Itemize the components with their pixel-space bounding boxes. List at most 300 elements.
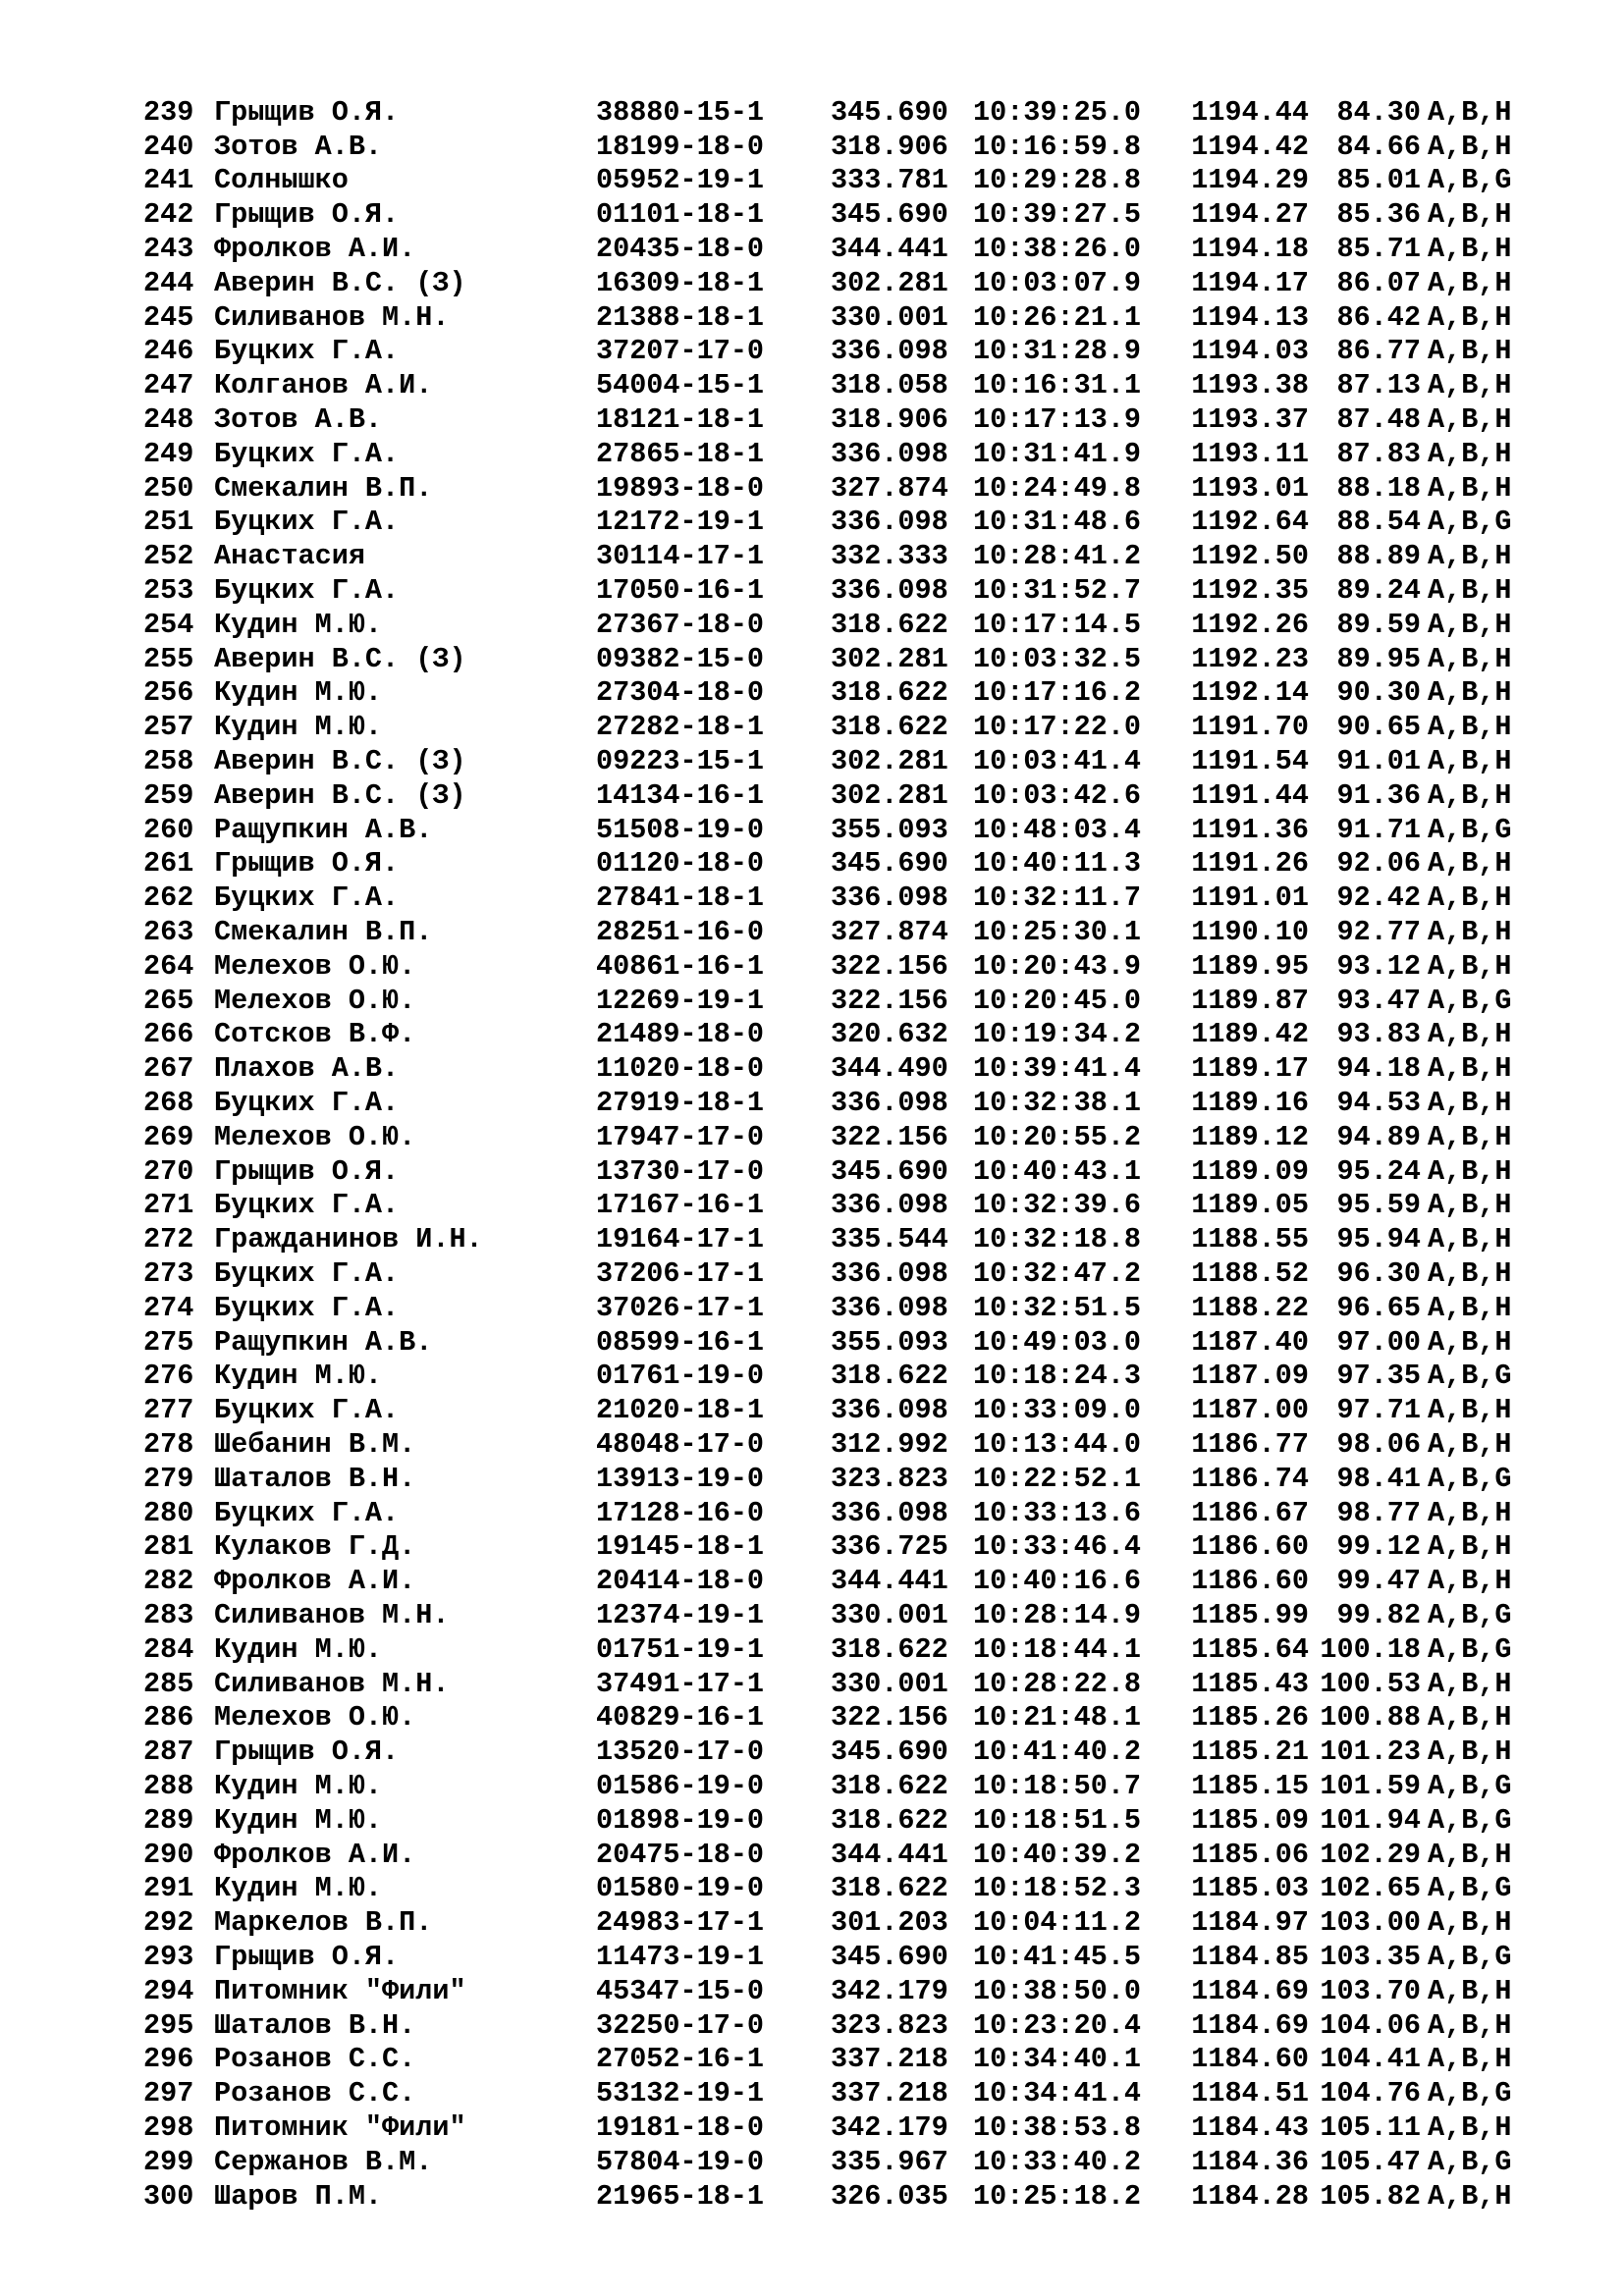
owner-name: Силиванов М.Н. — [214, 300, 450, 334]
speed: 1192.50 — [1191, 540, 1309, 573]
table-row — [143, 949, 1575, 984]
arrival-time: 10:22:52.1 — [973, 1462, 1142, 1495]
speed: 1188.22 — [1191, 1291, 1309, 1324]
ring-number: 19181-18-0 — [596, 2110, 765, 2144]
place-number: 286 — [143, 1701, 194, 1735]
speed: 1194.18 — [1191, 233, 1309, 266]
ring-number: 27841-18-1 — [596, 881, 765, 915]
table-row — [143, 881, 1575, 915]
place-number: 279 — [143, 1462, 194, 1495]
arrival-time: 10:26:21.1 — [973, 300, 1142, 334]
place-number: 300 — [143, 2179, 194, 2213]
marks: A,B,H — [1428, 1427, 1512, 1461]
owner-name: Буцких Г.А. — [214, 1256, 400, 1290]
arrival-time: 10:33:09.0 — [973, 1394, 1142, 1427]
speed: 1185.43 — [1191, 1667, 1309, 1700]
owner-name: Кудин М.Ю. — [214, 1360, 383, 1393]
place-number: 249 — [143, 437, 194, 470]
place-number: 269 — [143, 1120, 194, 1153]
distance: 318.622 — [831, 608, 948, 641]
arrival-time: 10:32:51.5 — [973, 1291, 1142, 1324]
speed: 1193.37 — [1191, 403, 1309, 437]
arrival-time: 10:32:47.2 — [973, 1256, 1142, 1290]
distance: 342.179 — [831, 1974, 948, 2007]
coefficient: 96.30 — [1336, 1256, 1421, 1290]
table-row — [143, 1154, 1575, 1189]
coefficient: 88.54 — [1336, 506, 1421, 539]
arrival-time: 10:18:52.3 — [973, 1872, 1142, 1905]
marks: A,B,H — [1428, 2008, 1512, 2042]
place-number: 295 — [143, 2008, 194, 2042]
marks: A,B,H — [1428, 540, 1512, 573]
speed: 1187.00 — [1191, 1394, 1309, 1427]
arrival-time: 10:18:51.5 — [973, 1803, 1142, 1837]
arrival-time: 10:32:39.6 — [973, 1189, 1142, 1222]
distance: 336.098 — [831, 574, 948, 608]
speed: 1184.97 — [1191, 1906, 1309, 1940]
distance: 332.333 — [831, 540, 948, 573]
coefficient: 93.47 — [1336, 984, 1421, 1017]
distance: 322.156 — [831, 1120, 948, 1153]
marks: A,B,H — [1428, 266, 1512, 299]
place-number: 283 — [143, 1598, 194, 1631]
coefficient: 94.18 — [1336, 1052, 1421, 1086]
marks: A,B,H — [1428, 233, 1512, 266]
distance: 336.098 — [831, 506, 948, 539]
speed: 1194.44 — [1191, 95, 1309, 129]
place-number: 270 — [143, 1154, 194, 1188]
ring-number: 19145-18-1 — [596, 1530, 765, 1564]
table-row — [143, 1598, 1575, 1632]
owner-name: Мелехов О.Ю. — [214, 984, 416, 1017]
distance: 302.281 — [831, 266, 948, 299]
ring-number: 16309-18-1 — [596, 266, 765, 299]
owner-name: Буцких Г.А. — [214, 437, 400, 470]
distance: 336.098 — [831, 1256, 948, 1290]
place-number: 280 — [143, 1496, 194, 1529]
place-number: 246 — [143, 335, 194, 368]
ring-number: 01761-19-0 — [596, 1360, 765, 1393]
owner-name: Буцких Г.А. — [214, 335, 400, 368]
marks: A,B,H — [1428, 369, 1512, 402]
marks: A,B,H — [1428, 1838, 1512, 1871]
arrival-time: 10:34:40.1 — [973, 2043, 1142, 2076]
ring-number: 17167-16-1 — [596, 1189, 765, 1222]
place-number: 288 — [143, 1769, 194, 1802]
distance: 345.690 — [831, 95, 948, 129]
distance: 336.098 — [831, 1496, 948, 1529]
arrival-time: 10:21:48.1 — [973, 1701, 1142, 1735]
coefficient: 88.89 — [1336, 540, 1421, 573]
marks: A,B,H — [1428, 711, 1512, 744]
table-row — [143, 1564, 1575, 1598]
ring-number: 37207-17-0 — [596, 335, 765, 368]
distance: 337.218 — [831, 2077, 948, 2110]
marks: A,B,H — [1428, 437, 1512, 470]
marks: A,B,G — [1428, 1940, 1512, 1973]
place-number: 293 — [143, 1940, 194, 1973]
arrival-time: 10:32:11.7 — [973, 881, 1142, 915]
ring-number: 17947-17-0 — [596, 1120, 765, 1153]
ring-number: 08599-16-1 — [596, 1325, 765, 1359]
distance: 345.690 — [831, 847, 948, 881]
coefficient: 90.65 — [1336, 711, 1421, 744]
owner-name: Буцких Г.А. — [214, 1087, 400, 1119]
coefficient: 99.82 — [1336, 1598, 1421, 1631]
marks: A,B,H — [1428, 1906, 1512, 1940]
place-number: 284 — [143, 1632, 194, 1666]
marks: A,B,G — [1428, 164, 1512, 197]
arrival-time: 10:25:18.2 — [973, 2179, 1142, 2213]
ring-number: 32250-17-0 — [596, 2008, 765, 2042]
arrival-time: 10:40:39.2 — [973, 1838, 1142, 1871]
place-number: 273 — [143, 1256, 194, 1290]
table-row — [143, 300, 1575, 335]
table-row — [143, 1291, 1575, 1325]
arrival-time: 10:03:41.4 — [973, 745, 1142, 778]
table-row — [143, 1256, 1575, 1291]
marks: A,B,H — [1428, 471, 1512, 505]
ring-number: 27282-18-1 — [596, 711, 765, 744]
place-number: 275 — [143, 1325, 194, 1359]
arrival-time: 10:39:25.0 — [973, 95, 1142, 129]
arrival-time: 10:40:11.3 — [973, 847, 1142, 881]
place-number: 244 — [143, 266, 194, 299]
marks: A,B,H — [1428, 1735, 1512, 1769]
distance: 302.281 — [831, 642, 948, 675]
coefficient: 101.94 — [1320, 1803, 1421, 1837]
ring-number: 05952-19-1 — [596, 164, 765, 197]
marks: A,B,H — [1428, 2043, 1512, 2076]
table-row — [143, 915, 1575, 949]
ring-number: 01586-19-0 — [596, 1769, 765, 1802]
ring-number: 20475-18-0 — [596, 1838, 765, 1871]
place-number: 241 — [143, 164, 194, 197]
arrival-time: 10:03:32.5 — [973, 642, 1142, 675]
coefficient: 92.42 — [1336, 881, 1421, 915]
coefficient: 86.42 — [1336, 300, 1421, 334]
distance: 318.622 — [831, 711, 948, 744]
distance: 326.035 — [831, 2179, 948, 2213]
speed: 1192.64 — [1191, 506, 1309, 539]
speed: 1189.05 — [1191, 1189, 1309, 1222]
distance: 322.156 — [831, 984, 948, 1017]
coefficient: 101.23 — [1320, 1735, 1421, 1769]
marks: A,B,H — [1428, 745, 1512, 778]
marks: A,B,G — [1428, 1462, 1512, 1495]
table-row — [143, 1769, 1575, 1803]
distance: 320.632 — [831, 1018, 948, 1051]
marks: A,B,G — [1428, 1360, 1512, 1393]
ring-number: 40829-16-1 — [596, 1701, 765, 1735]
coefficient: 90.30 — [1336, 676, 1421, 710]
marks: A,B,H — [1428, 574, 1512, 608]
coefficient: 95.59 — [1336, 1189, 1421, 1222]
place-number: 251 — [143, 506, 194, 539]
place-number: 248 — [143, 403, 194, 437]
place-number: 290 — [143, 1838, 194, 1871]
arrival-time: 10:31:52.7 — [973, 574, 1142, 608]
coefficient: 93.12 — [1336, 949, 1421, 983]
marks: A,B,H — [1428, 1325, 1512, 1359]
ring-number: 37491-17-1 — [596, 1667, 765, 1700]
ring-number: 19893-18-0 — [596, 471, 765, 505]
distance: 337.218 — [831, 2043, 948, 2076]
ring-number: 51508-19-0 — [596, 813, 765, 846]
owner-name: Ращупкин А.В. — [214, 1325, 433, 1359]
distance: 344.490 — [831, 1052, 948, 1086]
distance: 345.690 — [831, 1940, 948, 1973]
arrival-time: 10:23:20.4 — [973, 2008, 1142, 2042]
distance: 327.874 — [831, 916, 948, 949]
table-row — [143, 197, 1575, 232]
place-number: 256 — [143, 676, 194, 710]
ring-number: 13730-17-0 — [596, 1154, 765, 1188]
table-row — [143, 1393, 1575, 1427]
ring-number: 01120-18-0 — [596, 847, 765, 881]
owner-name: Кудин М.Ю. — [214, 711, 383, 744]
arrival-time: 10:28:22.8 — [973, 1667, 1142, 1700]
speed: 1194.03 — [1191, 335, 1309, 368]
distance: 322.156 — [831, 949, 948, 983]
place-number: 282 — [143, 1565, 194, 1598]
speed: 1186.60 — [1191, 1565, 1309, 1598]
table-row — [143, 2110, 1575, 2145]
arrival-time: 10:28:14.9 — [973, 1598, 1142, 1631]
owner-name: Буцких Г.А. — [214, 1394, 400, 1427]
speed: 1184.85 — [1191, 1940, 1309, 1973]
ring-number: 28251-16-0 — [596, 916, 765, 949]
marks: A,B,H — [1428, 1189, 1512, 1222]
table-row — [143, 2145, 1575, 2179]
place-number: 247 — [143, 369, 194, 402]
marks: A,B,H — [1428, 1565, 1512, 1598]
marks: A,B,H — [1428, 2110, 1512, 2144]
coefficient: 98.41 — [1336, 1462, 1421, 1495]
owner-name: Анастасия — [214, 540, 365, 573]
owner-name: Питомник "Фили" — [214, 1974, 466, 2007]
table-row — [143, 1051, 1575, 1086]
owner-name: Силиванов М.Н. — [214, 1598, 450, 1631]
place-number: 274 — [143, 1291, 194, 1324]
distance: 318.906 — [831, 130, 948, 163]
owner-name: Силиванов М.Н. — [214, 1667, 450, 1700]
arrival-time: 10:17:14.5 — [973, 608, 1142, 641]
marks: A,B,G — [1428, 813, 1512, 846]
speed: 1186.60 — [1191, 1530, 1309, 1564]
owner-name: Сержанов В.М. — [214, 2145, 433, 2178]
distance: 342.179 — [831, 2110, 948, 2144]
table-row — [143, 813, 1575, 847]
owner-name: Кулаков Г.Д. — [214, 1530, 416, 1564]
speed: 1189.16 — [1191, 1087, 1309, 1119]
distance: 344.441 — [831, 1565, 948, 1598]
distance: 344.441 — [831, 1838, 948, 1871]
owner-name: Кудин М.Ю. — [214, 1872, 383, 1905]
table-row — [143, 1871, 1575, 1905]
ring-number: 45347-15-0 — [596, 1974, 765, 2007]
table-row — [143, 1462, 1575, 1496]
coefficient: 97.00 — [1336, 1325, 1421, 1359]
owner-name: Аверин В.С. (З) — [214, 266, 466, 299]
distance: 336.098 — [831, 881, 948, 915]
marks: A,B,G — [1428, 984, 1512, 1017]
arrival-time: 10:16:31.1 — [973, 369, 1142, 402]
arrival-time: 10:17:16.2 — [973, 676, 1142, 710]
marks: A,B,H — [1428, 1667, 1512, 1700]
coefficient: 95.94 — [1336, 1223, 1421, 1256]
marks: A,B,G — [1428, 1769, 1512, 1802]
ring-number: 12172-19-1 — [596, 506, 765, 539]
coefficient: 94.53 — [1336, 1087, 1421, 1119]
coefficient: 102.29 — [1320, 1838, 1421, 1871]
owner-name: Буцких Г.А. — [214, 1291, 400, 1324]
speed: 1194.27 — [1191, 198, 1309, 232]
coefficient: 86.77 — [1336, 335, 1421, 368]
marks: A,B,G — [1428, 1872, 1512, 1905]
speed: 1194.17 — [1191, 266, 1309, 299]
arrival-time: 10:32:38.1 — [973, 1087, 1142, 1119]
owner-name: Смекалин В.П. — [214, 471, 433, 505]
place-number: 276 — [143, 1360, 194, 1393]
coefficient: 84.66 — [1336, 130, 1421, 163]
marks: A,B,H — [1428, 608, 1512, 641]
place-number: 296 — [143, 2043, 194, 2076]
speed: 1184.69 — [1191, 2008, 1309, 2042]
speed: 1192.23 — [1191, 642, 1309, 675]
marks: A,B,H — [1428, 1223, 1512, 1256]
arrival-time: 10:31:48.6 — [973, 506, 1142, 539]
ring-number: 09223-15-1 — [596, 745, 765, 778]
ring-number: 17128-16-0 — [596, 1496, 765, 1529]
coefficient: 94.89 — [1336, 1120, 1421, 1153]
place-number: 298 — [143, 2110, 194, 2144]
marks: A,B,H — [1428, 916, 1512, 949]
arrival-time: 10:38:53.8 — [973, 2110, 1142, 2144]
owner-name: Маркелов В.П. — [214, 1906, 433, 1940]
owner-name: Фролков А.И. — [214, 1565, 416, 1598]
coefficient: 102.65 — [1320, 1872, 1421, 1905]
distance: 345.690 — [831, 1735, 948, 1769]
place-number: 278 — [143, 1427, 194, 1461]
distance: 322.156 — [831, 1701, 948, 1735]
speed: 1184.36 — [1191, 2145, 1309, 2178]
place-number: 255 — [143, 642, 194, 675]
arrival-time: 10:40:43.1 — [973, 1154, 1142, 1188]
table-row — [143, 710, 1575, 744]
speed: 1191.01 — [1191, 881, 1309, 915]
marks: A,B,H — [1428, 300, 1512, 334]
arrival-time: 10:41:40.2 — [973, 1735, 1142, 1769]
coefficient: 103.70 — [1320, 1974, 1421, 2007]
place-number: 264 — [143, 949, 194, 983]
table-row — [143, 573, 1575, 608]
place-number: 239 — [143, 95, 194, 129]
place-number: 271 — [143, 1189, 194, 1222]
distance: 318.622 — [831, 676, 948, 710]
marks: A,B,H — [1428, 1052, 1512, 1086]
ring-number: 12269-19-1 — [596, 984, 765, 1017]
owner-name: Шаров П.М. — [214, 2179, 383, 2213]
distance: 335.544 — [831, 1223, 948, 1256]
ring-number: 01898-19-0 — [596, 1803, 765, 1837]
arrival-time: 10:28:41.2 — [973, 540, 1142, 573]
coefficient: 105.82 — [1320, 2179, 1421, 2213]
ring-number: 27919-18-1 — [596, 1087, 765, 1119]
table-row — [143, 608, 1575, 642]
arrival-time: 10:20:55.2 — [973, 1120, 1142, 1153]
coefficient: 98.77 — [1336, 1496, 1421, 1529]
speed: 1190.10 — [1191, 916, 1309, 949]
place-number: 243 — [143, 233, 194, 266]
table-row — [143, 2008, 1575, 2043]
speed: 1185.21 — [1191, 1735, 1309, 1769]
table-row — [143, 2179, 1575, 2214]
speed: 1186.74 — [1191, 1462, 1309, 1495]
owner-name: Кудин М.Ю. — [214, 676, 383, 710]
ring-number: 13520-17-0 — [596, 1735, 765, 1769]
arrival-time: 10:48:03.4 — [973, 813, 1142, 846]
marks: A,B,H — [1428, 1496, 1512, 1529]
ring-number: 57804-19-0 — [596, 2145, 765, 2178]
speed: 1189.09 — [1191, 1154, 1309, 1188]
speed: 1192.26 — [1191, 608, 1309, 641]
coefficient: 88.18 — [1336, 471, 1421, 505]
owner-name: Мелехов О.Ю. — [214, 1120, 416, 1153]
owner-name: Колганов А.И. — [214, 369, 433, 402]
table-row — [143, 778, 1575, 813]
owner-name: Грыщив О.Я. — [214, 1940, 400, 1973]
owner-name: Зотов А.В. — [214, 403, 383, 437]
ring-number: 27304-18-0 — [596, 676, 765, 710]
owner-name: Фролков А.И. — [214, 233, 416, 266]
coefficient: 87.83 — [1336, 437, 1421, 470]
marks: A,B,H — [1428, 198, 1512, 232]
coefficient: 99.47 — [1336, 1565, 1421, 1598]
arrival-time: 10:34:41.4 — [973, 2077, 1142, 2110]
arrival-time: 10:25:30.1 — [973, 916, 1142, 949]
arrival-time: 10:16:59.8 — [973, 130, 1142, 163]
distance: 327.874 — [831, 471, 948, 505]
coefficient: 89.24 — [1336, 574, 1421, 608]
table-row — [143, 232, 1575, 266]
coefficient: 104.41 — [1320, 2043, 1421, 2076]
ring-number: 37026-17-1 — [596, 1291, 765, 1324]
distance: 333.781 — [831, 164, 948, 197]
ring-number: 30114-17-1 — [596, 540, 765, 573]
marks: A,B,H — [1428, 1974, 1512, 2007]
ring-number: 01101-18-1 — [596, 198, 765, 232]
owner-name: Питомник "Фили" — [214, 2110, 466, 2144]
distance: 336.098 — [831, 1394, 948, 1427]
marks: A,B,H — [1428, 1154, 1512, 1188]
table-row — [143, 1667, 1575, 1701]
arrival-time: 10:03:42.6 — [973, 778, 1142, 812]
distance: 345.690 — [831, 1154, 948, 1188]
table-row — [143, 1222, 1575, 1256]
coefficient: 105.11 — [1320, 2110, 1421, 2144]
speed: 1185.15 — [1191, 1769, 1309, 1802]
distance: 330.001 — [831, 300, 948, 334]
arrival-time: 10:33:13.6 — [973, 1496, 1142, 1529]
coefficient: 89.59 — [1336, 608, 1421, 641]
coefficient: 95.24 — [1336, 1154, 1421, 1188]
distance: 345.690 — [831, 198, 948, 232]
marks: A,B,H — [1428, 1256, 1512, 1290]
place-number: 291 — [143, 1872, 194, 1905]
table-row — [143, 539, 1575, 573]
arrival-time: 10:39:27.5 — [973, 198, 1142, 232]
